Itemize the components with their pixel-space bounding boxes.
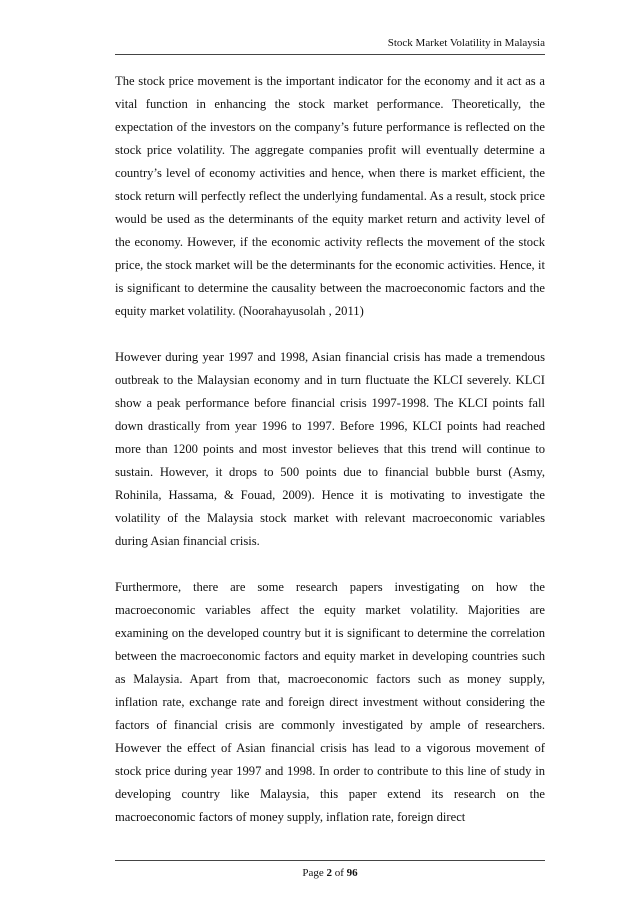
page-footer	[115, 866, 545, 880]
page-number: 2	[326, 867, 332, 879]
body-text	[115, 70, 545, 829]
paragraph-1: The stock price movement is the important indicator for the economy and it act as a vital function in enhancing the stock market performance. Theoretically, the expectation of the investors on the company’s future performance is reflected on the stock price volatility. The aggregate companies profit will eventually determine a country’s level of economy activities and hence, when there is market efficient, the stock return will perfectly reflect the underlying fundamental. As a result, stock price would be used as the determinants of the equity market return and activity level of the economy. However, if the economic activity reflects the movement of the stock price, the stock market will be the determinants for the economic activities. Hence, it is significant to determine the causality between the macroeconomic factors and the equity market volatility. (Noorahayusolah , 2011)	[115, 74, 545, 318]
paragraph-3: Furthermore, there are some research papers investigating on how the macroeconomic variables affect the equity market volatility. Majorities are examining on the developed country but it is significant to determine the correlation between the macroeconomic factors and equity market in developing countries such as Malaysia. Apart from that, macroeconomic factors such as money supply, inflation rate, exchange rate and foreign direct investment without considering the factors of financial crisis are commonly investigated by ample of researchers. However the effect of Asian financial crisis has lead to a vigorous movement of stock price during year 1997 and 1998. In order to contribute to this line of study in developing country like Malaysia, this paper extend its research on the macroeconomic factors of money supply, inflation rate, foreign direct	[115, 580, 545, 824]
running-header: Stock Market Volatility in Malaysia	[387, 37, 545, 49]
page-label: Page	[302, 867, 324, 879]
of-label: of	[334, 867, 344, 879]
total-pages: 96	[346, 867, 358, 879]
footer-divider	[115, 860, 545, 861]
paragraph-2: However during year 1997 and 1998, Asian financial crisis has made a tremendous outbreak to the Malaysian economy and in turn fluctuate the KLCI severely. KLCI show a peak performance before financial crisis 1997-1998. The KLCI points fall down drastically from year 1996 to 1997. Before 1996, KLCI points had reached more than 1200 points and most investor believes that this trend will continue to sustain. However, it drops to 500 points due to financial bubble burst (Asmy, Rohinila, Hassama, & Fouad, 2009). Hence it is motivating to investigate the volatility of the Malaysia stock market with relevant macroeconomic variables during Asian financial crisis.	[115, 350, 545, 548]
header-divider	[115, 54, 545, 55]
